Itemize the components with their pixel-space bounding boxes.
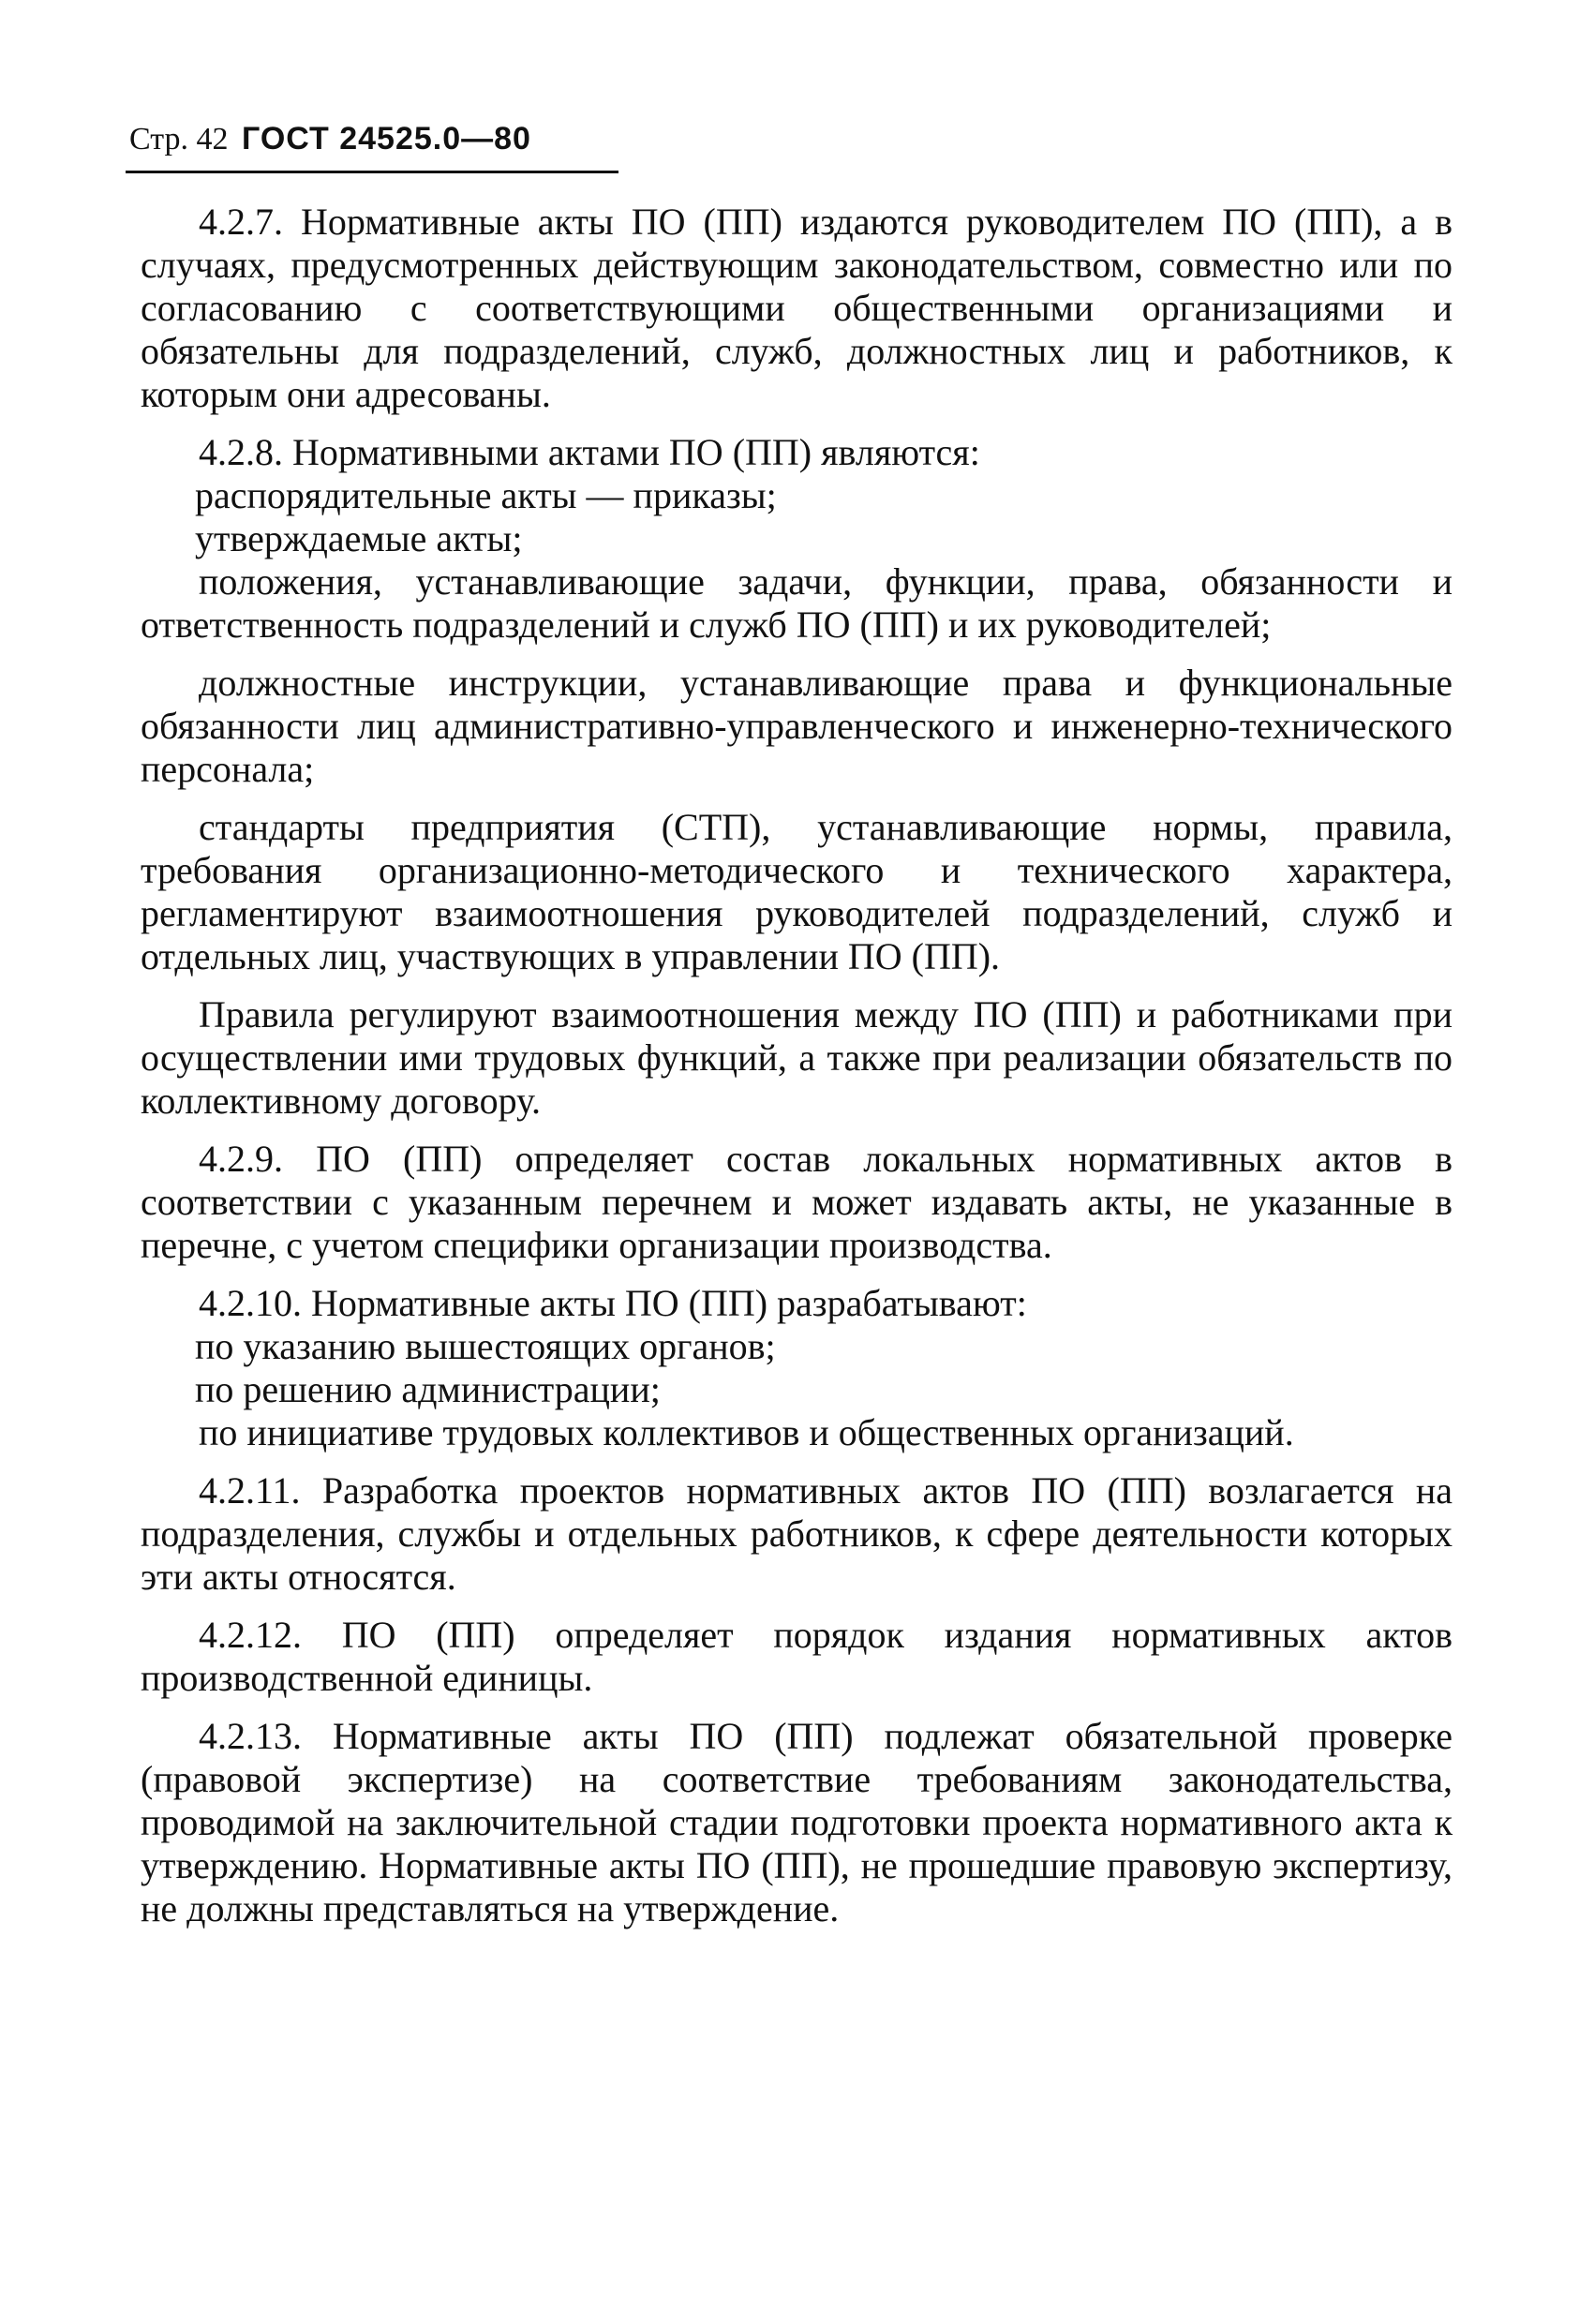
- paragraph: 4.2.9. ПО (ПП) определяет состав локальных нормативных актов в соответствии с указанным перечнем и может издавать акты, не указанные в перечне, с учетом специфики организации производства.: [141, 1138, 1452, 1266]
- list-item: должностные инструкции, устанавливающие права и функциональные обязанности лиц административно-управленческого и инженерно-технического персонала;: [141, 662, 1452, 790]
- header-rule: [126, 171, 618, 173]
- standard-designation: ГОСТ 24525.0—80: [242, 121, 531, 156]
- page-header: [129, 118, 531, 160]
- clause-4-2-10: [141, 1282, 1452, 1454]
- list-item: по решению администрации;: [195, 1368, 661, 1410]
- clause-intro: 4.2.8. Нормативными актами ПО (ПП) являются:: [199, 431, 980, 473]
- paragraph: 4.2.13. Нормативные акты ПО (ПП) подлежат обязательной проверке (правовой экспертизе) на соответствие требованиям законодательства, проводимой на заключительной стадии подготовки проекта нормативного акта к утверждению. Нормативные акты ПО (ПП), не прошедшие правовую экспертизу, не должны представляться на утверждение.: [141, 1715, 1452, 1929]
- paragraph: Правила регулируют взаимоотношения между ПО (ПП) и работниками при осуществлении ими трудовых функций, а также при реализации обязательств по коллективному договору.: [141, 993, 1452, 1122]
- list-item: утверждаемые акты;: [195, 517, 523, 559]
- clause-4-2-8: [141, 431, 1452, 1123]
- list-item: распорядительные акты — приказы;: [195, 474, 777, 516]
- document-body: [141, 201, 1452, 1945]
- paragraph: 4.2.7. Нормативные акты ПО (ПП) издаются руководителем ПО (ПП), а в случаях, предусмотренных действующим законодательством, совместно или по согласованию с соответствующими общественными организациями и обязательны для подразделений, служб, должностных лиц и работников, к которым они адресованы.: [141, 201, 1452, 415]
- list-item: стандарты предприятия (СТП), устанавливающие нормы, правила, требования организационно-методического и технического характера, регламентируют взаимоотношения руководителей подразделений, служб и отдельных лиц, участвующих в управлении ПО (ПП).: [141, 806, 1452, 977]
- clause-intro: 4.2.10. Нормативные акты ПО (ПП) разрабатывают:: [199, 1282, 1027, 1324]
- clause-4-2-9: [141, 1138, 1452, 1267]
- clause-4-2-11: [141, 1469, 1452, 1599]
- list-item: положения, устанавливающие задачи, функции, права, обязанности и ответственность подразделений и служб ПО (ПП) и их руководителей;: [141, 560, 1452, 646]
- clause-4-2-13: [141, 1715, 1452, 1930]
- page-number: Стр. 42: [129, 122, 229, 156]
- list-item: по инициативе трудовых коллективов и общественных организаций.: [199, 1411, 1294, 1453]
- list-item: по указанию вышестоящих органов;: [195, 1325, 776, 1367]
- paragraph: 4.2.12. ПО (ПП) определяет порядок издания нормативных актов производственной единицы.: [141, 1614, 1452, 1699]
- paragraph: 4.2.11. Разработка проектов нормативных актов ПО (ПП) возлагается на подразделения, службы и отдельных работников, к сфере деятельности которых эти акты относятся.: [141, 1469, 1452, 1598]
- clause-4-2-12: [141, 1614, 1452, 1700]
- clause-4-2-7: [141, 201, 1452, 416]
